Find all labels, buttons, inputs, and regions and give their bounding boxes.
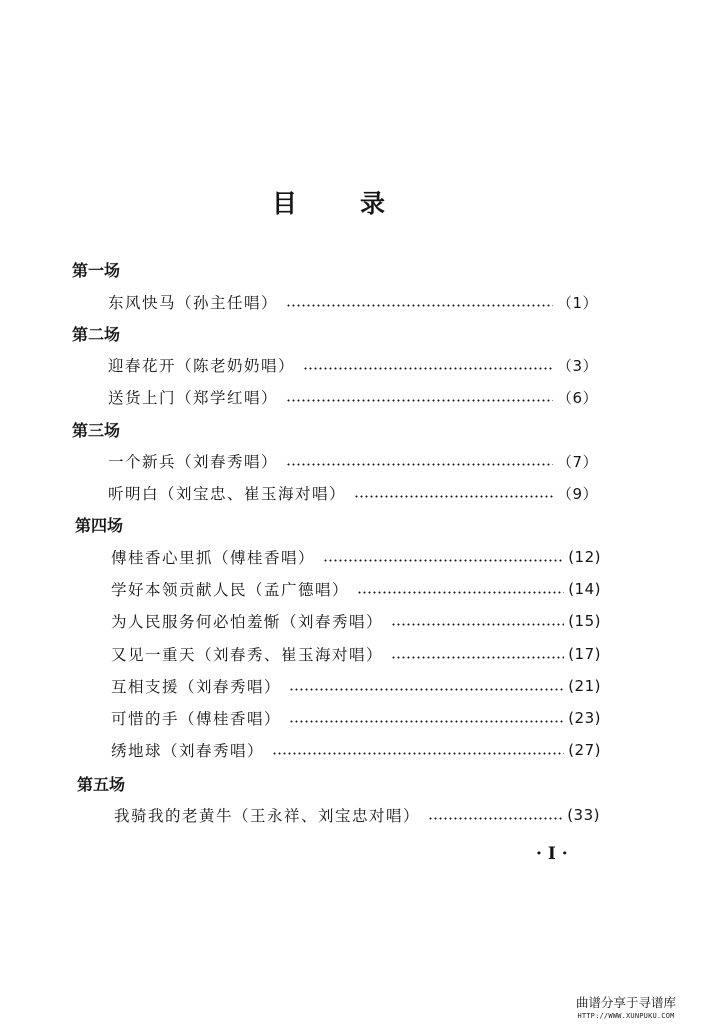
watermark-url: HTTP://WWW.XUNPUKU.COM xyxy=(577,1012,675,1020)
entry-title: 一个新兵（刘春秀唱） xyxy=(108,453,279,471)
title-char-1: 目 xyxy=(272,189,298,218)
leader-dots xyxy=(428,803,563,827)
page-number: (12) xyxy=(568,548,601,566)
entry-title: 为人民服务何必怕羞惭（刘春秀唱） xyxy=(111,613,384,631)
leader-dots xyxy=(354,481,553,505)
entry-title: 绣地球（刘春秀唱） xyxy=(111,742,265,760)
toc-entry[interactable] xyxy=(111,545,601,569)
toc-entry[interactable] xyxy=(114,803,600,827)
toc-entry[interactable] xyxy=(108,290,598,314)
entry-title: 东风快马（孙主任唱） xyxy=(108,294,279,312)
leader-dots xyxy=(286,385,553,409)
entry-title: 迎春花开（陈老奶奶唱） xyxy=(108,357,296,375)
toc-entry[interactable] xyxy=(111,642,601,666)
section-heading-2: 第二场 xyxy=(72,325,121,344)
page-title xyxy=(0,186,710,222)
leader-dots xyxy=(286,449,553,473)
toc-entry[interactable] xyxy=(111,706,601,730)
page-number: （6） xyxy=(556,388,598,407)
section-heading-4: 第四场 xyxy=(75,516,124,535)
toc-entry[interactable] xyxy=(108,353,598,377)
entry-title: 可惜的手（傅桂香唱） xyxy=(111,710,282,728)
leader-dots xyxy=(289,706,564,730)
page-number: (33) xyxy=(567,806,600,824)
page-number: （1） xyxy=(556,293,598,312)
title-char-2: 录 xyxy=(360,189,386,218)
leader-dots xyxy=(391,609,564,633)
section-heading-3: 第三场 xyxy=(72,421,121,440)
page-folio: · I · xyxy=(536,844,568,864)
toc-entry[interactable] xyxy=(108,385,598,409)
leader-dots xyxy=(323,545,564,569)
entry-title: 我骑我的老黄牛（王永祥、刘宝忠对唱） xyxy=(114,807,421,825)
toc-entry[interactable] xyxy=(111,577,601,601)
toc-entry[interactable] xyxy=(111,738,601,762)
toc-entry[interactable] xyxy=(108,449,598,473)
page-number: (14) xyxy=(568,580,601,598)
entry-title: 互相支援（刘春秀唱） xyxy=(111,678,282,696)
page-number: （3） xyxy=(556,356,598,375)
page-number: （7） xyxy=(556,452,598,471)
entry-title: 送货上门（郑学红唱） xyxy=(108,389,279,407)
toc-entry[interactable] xyxy=(111,674,601,698)
entry-title: 又见一重天（刘春秀、崔玉海对唱） xyxy=(111,646,384,664)
watermark xyxy=(542,995,710,1021)
watermark-name: 曲谱分享于寻谱库 xyxy=(575,995,676,1010)
entry-title: 学好本领贡献人民（孟广德唱） xyxy=(111,581,350,599)
page-number: (15) xyxy=(568,612,601,630)
page-number: (27) xyxy=(568,741,601,759)
leader-dots xyxy=(391,642,564,666)
leader-dots xyxy=(286,290,553,314)
leader-dots xyxy=(357,577,564,601)
section-heading-5: 第五场 xyxy=(77,775,126,794)
page-number: （9） xyxy=(556,484,598,503)
entry-title: 听明白（刘宝忠、崔玉海对唱） xyxy=(108,485,347,503)
entry-title: 傅桂香心里抓（傅桂香唱） xyxy=(111,549,316,567)
toc-entry[interactable] xyxy=(111,609,601,633)
leader-dots xyxy=(272,738,564,762)
leader-dots xyxy=(303,353,553,377)
page-number: (17) xyxy=(568,645,601,663)
toc-entry[interactable] xyxy=(108,481,598,505)
page-number: (23) xyxy=(568,709,601,727)
section-heading-1: 第一场 xyxy=(72,261,121,280)
page-number: (21) xyxy=(568,677,601,695)
leader-dots xyxy=(289,674,564,698)
